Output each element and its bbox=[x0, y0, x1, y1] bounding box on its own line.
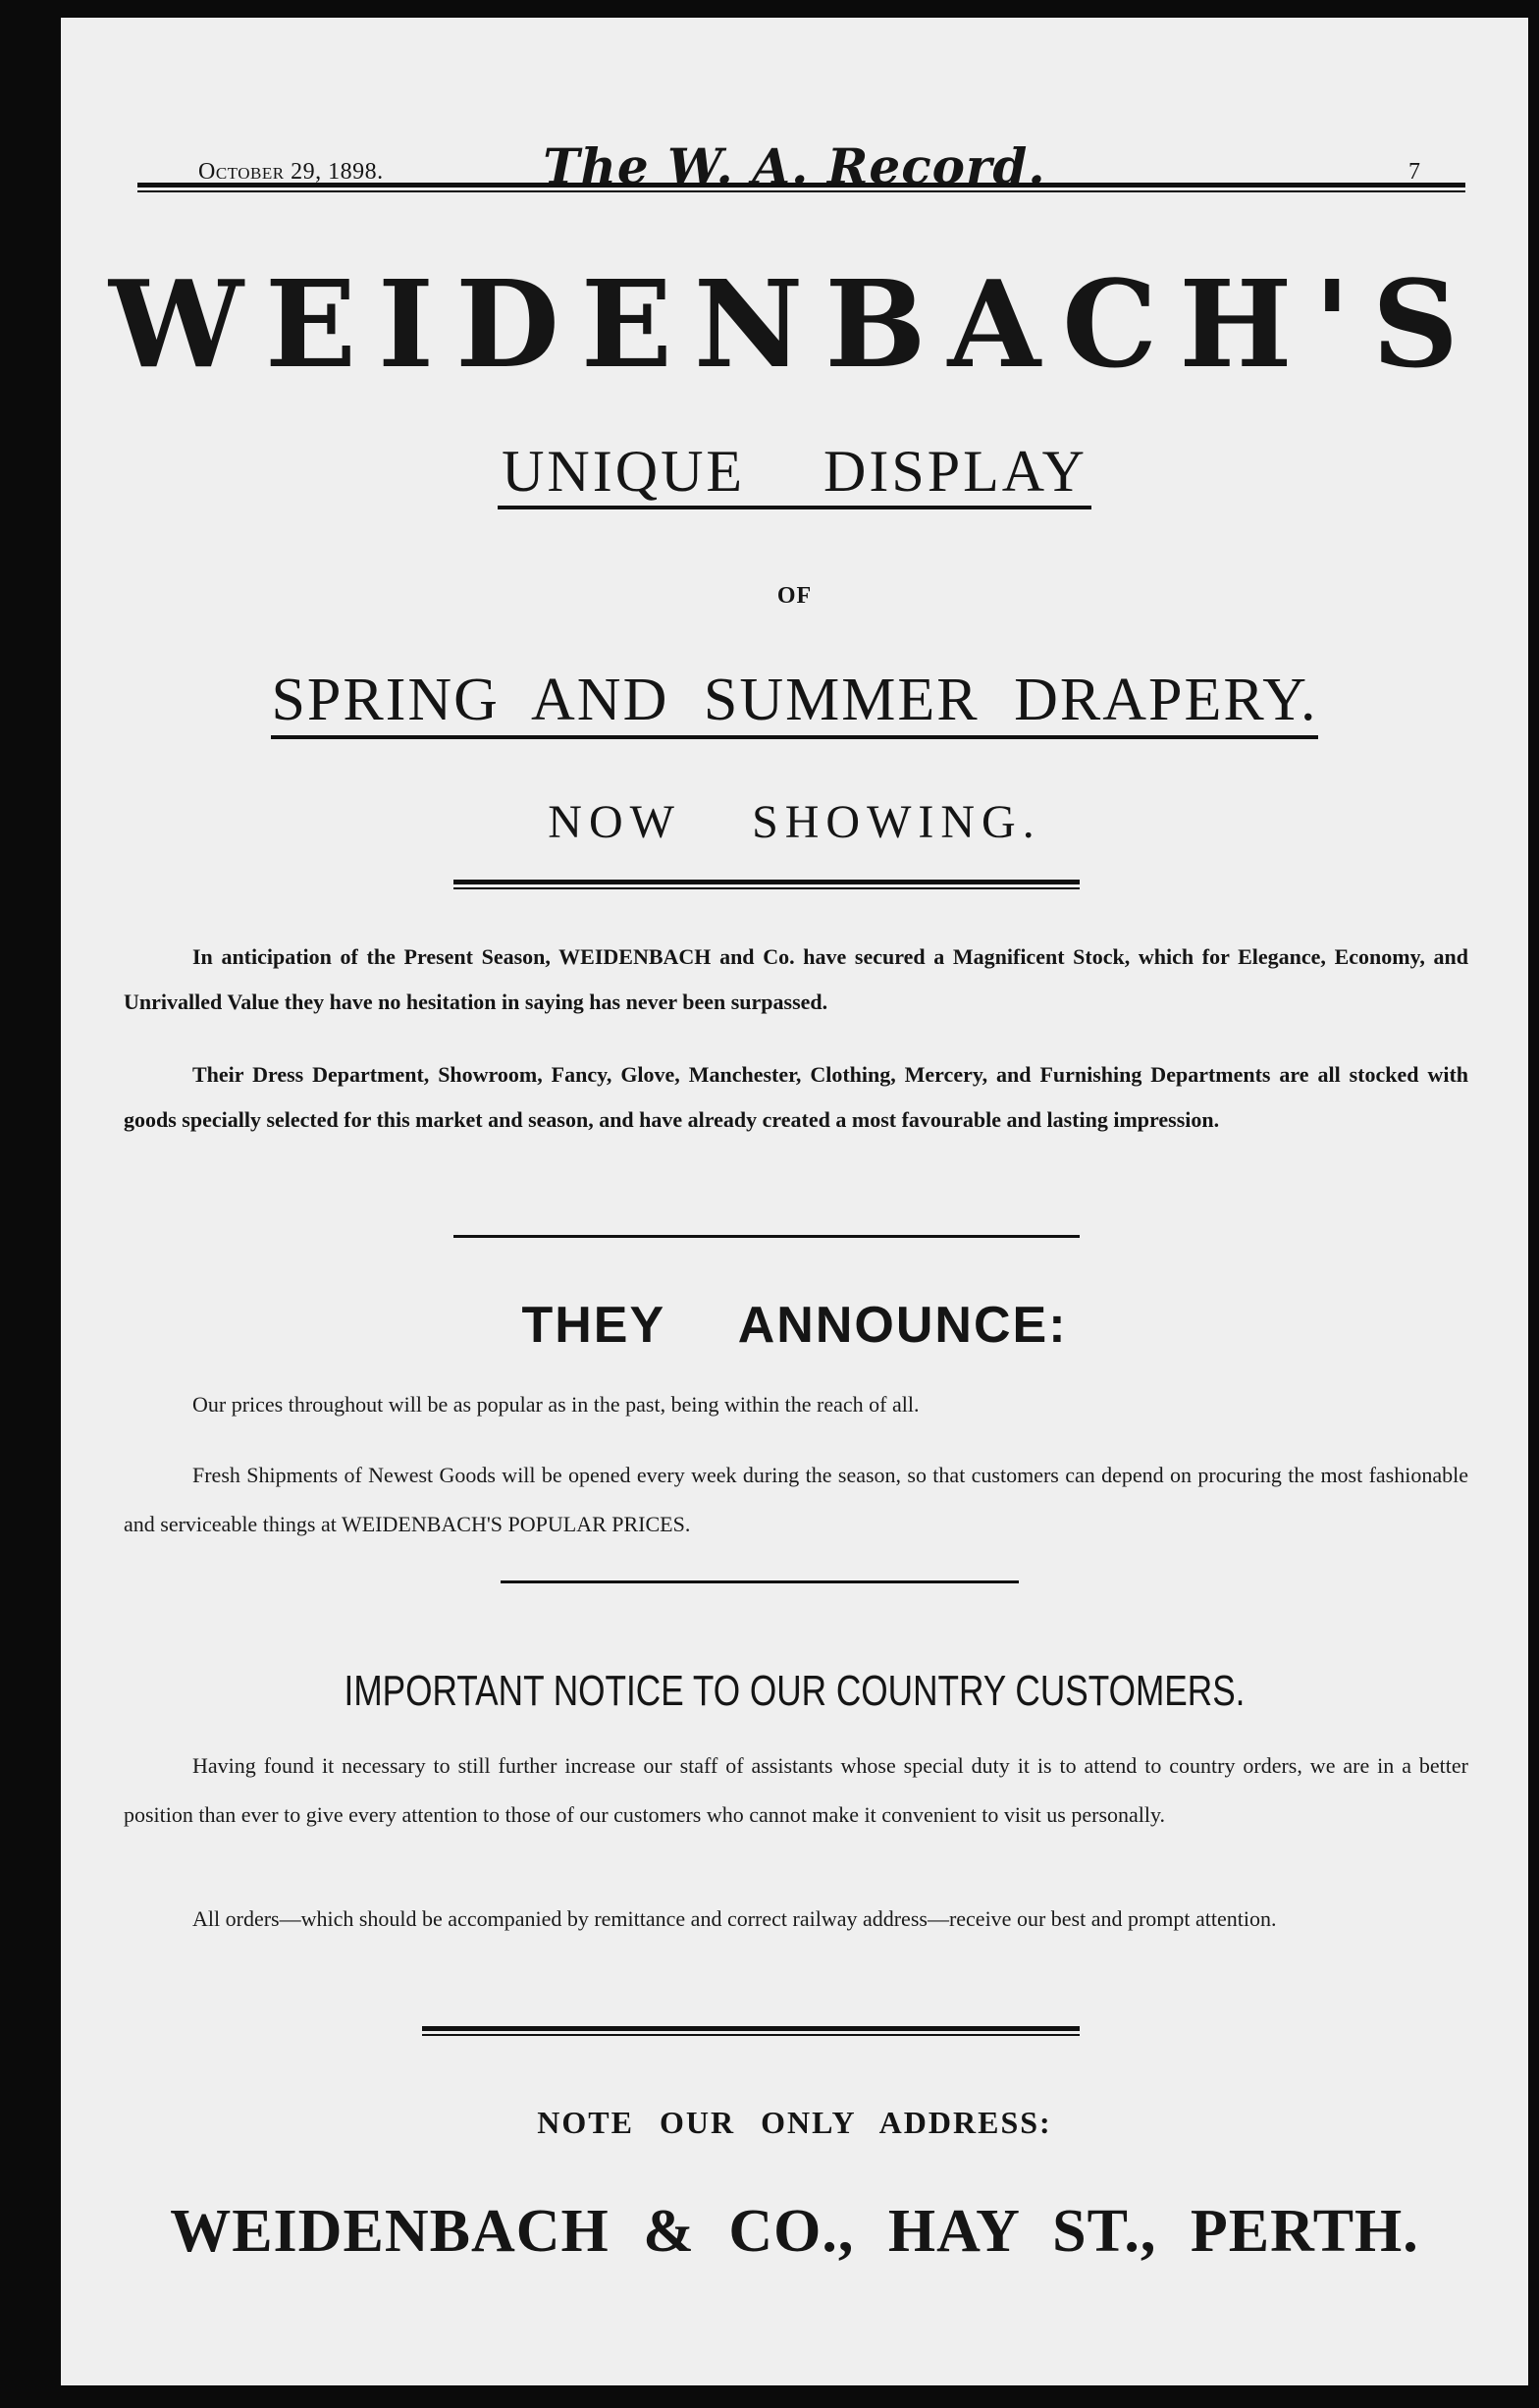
note-heading: NOTE OUR ONLY ADDRESS: bbox=[537, 2105, 1052, 2140]
announce-heading: THEY ANNOUNCE: bbox=[521, 1297, 1068, 1354]
headline bbox=[61, 438, 1528, 506]
intro-paragraph: Their Dress Department, Showroom, Fancy, Glove, Manchester, Clothing, Mercery, and Furnishing Departments are all stocked with goods specially selected for this market and season, and have already created a most favourable and lasting impression. bbox=[124, 1062, 1468, 1132]
business-address: WEIDENBACH & CO., HAY ST., PERTH. bbox=[170, 2198, 1419, 2265]
section-divider bbox=[453, 880, 1080, 889]
section-divider bbox=[501, 1580, 1019, 1583]
of-text: OF bbox=[776, 583, 813, 609]
headline-text: UNIQUE DISPLAY bbox=[498, 439, 1091, 509]
newspaper-page bbox=[61, 18, 1528, 2385]
header-rule bbox=[137, 183, 1465, 192]
intro-paragraph: In anticipation of the Present Season, WEIDENBACH and Co. have secured a Magnificent Stock, which for Elegance, Economy, and Unrivalled Value they have no hesitation in saying has never been surpassed. bbox=[124, 944, 1468, 1014]
subheadline-text: SPRING AND SUMMER DRAPERY. bbox=[271, 667, 1317, 739]
section-divider bbox=[453, 1235, 1080, 1238]
page-number: 7 bbox=[1408, 159, 1420, 185]
now-showing: NOW SHOWING. bbox=[548, 796, 1041, 848]
notice-heading: IMPORTANT NOTICE TO OUR COUNTRY CUSTOMERS. bbox=[344, 1667, 1246, 1715]
subheadline bbox=[61, 666, 1528, 735]
section-divider bbox=[422, 2026, 1080, 2036]
announce-paragraph: Fresh Shipments of Newest Goods will be opened every week during the season, so that customers can depend on procuring the most fashionable and serviceable things at WEIDENBACH'S POPULAR PRICES. bbox=[124, 1463, 1468, 1536]
issue-date: October 29, 1898. bbox=[198, 159, 384, 185]
announce-paragraph: Our prices throughout will be as popular as in the past, being within the reach of all. bbox=[192, 1392, 920, 1417]
masthead-title: The W. A. Record. bbox=[543, 137, 1046, 195]
brand-name: WEIDENBACH'S bbox=[109, 253, 1480, 395]
notice-paragraph: All orders—which should be accompanied by remittance and correct railway address—receive our best and prompt attention. bbox=[192, 1906, 1277, 1931]
notice-paragraph: Having found it necessary to still further increase our staff of assistants whose special duty it is to attend to country orders, we are in a better position than ever to give every attention to those of our customers who cannot make it convenient to visit us personally. bbox=[124, 1753, 1468, 1827]
